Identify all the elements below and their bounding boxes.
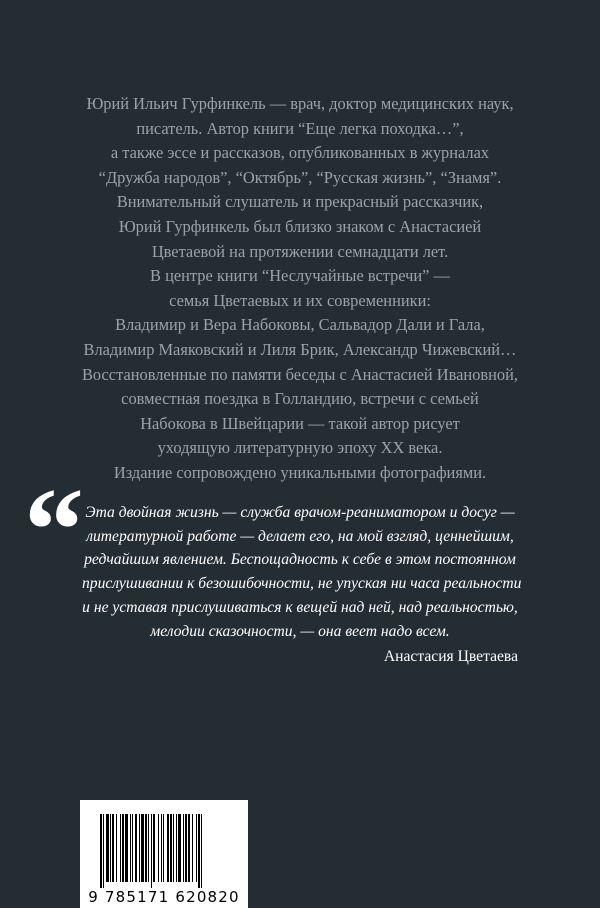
opening-quote-mark: “ xyxy=(24,463,84,596)
barcode-bar xyxy=(125,814,128,882)
barcode-bar xyxy=(103,814,104,888)
barcode-bar xyxy=(139,814,140,882)
description-line: семья Цветаевых и их современники: xyxy=(169,290,431,310)
barcode-bar xyxy=(167,814,169,882)
barcode-bar xyxy=(188,814,190,882)
description-line: Цветаевой на протяжении семнадцати лет. xyxy=(151,241,449,261)
description-line: Набокова в Швейцарии — такой автор рисует xyxy=(140,413,460,433)
barcode-bar xyxy=(176,814,177,882)
barcode-bar xyxy=(122,814,124,882)
description-line: совместная поездка в Голландию, встречи с семьей xyxy=(121,389,479,409)
book-description xyxy=(0,92,600,486)
barcode-bar xyxy=(185,814,187,882)
barcode-bar xyxy=(116,814,117,882)
quote-line: и не уставая прислушиваться к вещей над ней, над реальностью, xyxy=(82,598,518,616)
barcode-bar xyxy=(141,814,144,882)
isbn-number: 9 785171 620820 xyxy=(88,888,240,906)
description-line: а также эссе и рассказов, опубликованных в журналах xyxy=(110,143,490,163)
quote-attribution: Анастасия Цветаева xyxy=(383,648,518,665)
barcode-bar xyxy=(135,814,137,882)
description-line: писатель. Автор книги “Еще легка походка…”, xyxy=(136,118,464,138)
description-line: Издание сопровождено уникальными фотографиями. xyxy=(113,462,487,482)
barcode-bar xyxy=(130,814,131,882)
description-line: “Дружба народов”, “Октябрь”, “Русская жизнь”, “Знамя”. xyxy=(98,167,502,187)
barcode-bar xyxy=(201,814,202,888)
barcode-bar xyxy=(151,814,152,888)
barcode-bar xyxy=(145,814,147,882)
barcode-bar xyxy=(110,814,111,882)
barcode-bar xyxy=(153,814,155,882)
barcode-bar xyxy=(196,814,197,882)
description-line: Восстановленные по памяти беседы с Анастасией Ивановной, xyxy=(82,364,518,384)
quote-line: литературной работе — делает его, на мой взгляд, ценнейшим, xyxy=(86,527,514,545)
barcode-bar xyxy=(161,814,162,882)
description-line: Внимательный слушатель и прекрасный рассказчик, xyxy=(116,192,484,212)
barcode-bar xyxy=(106,814,109,882)
barcode-bar xyxy=(163,814,164,882)
barcode-bar xyxy=(178,814,181,882)
barcode-bar xyxy=(100,814,102,888)
quote-line: прислушивании к безошибочности, не упуская ни часа реальности xyxy=(82,575,522,593)
barcode-bar xyxy=(120,814,121,882)
quote-line: Эта двойная жизнь — служба врачом-реаниматором и досуг — xyxy=(85,504,515,521)
description-line: В центре книги “Неслучайные встречи” — xyxy=(150,266,450,286)
description-line: Владимир Маяковский и Лиля Брик, Александр Чижевский… xyxy=(83,339,517,359)
barcode-bar xyxy=(192,814,193,882)
barcode-bar xyxy=(183,814,184,882)
barcode-bar xyxy=(132,814,133,882)
description-line: Юрий Ильич Гурфинкель — врач, доктор медицинских наук, xyxy=(86,94,514,113)
description-line: уходящую литературную эпоху XX века. xyxy=(157,438,443,458)
barcode-bar xyxy=(148,814,149,882)
quote-line: редчайшим явлением. Беспощадность к себе в этом постоянном xyxy=(84,551,516,569)
barcode-bar xyxy=(158,814,159,882)
description-line: Владимир и Вера Набоковы, Сальвадор Дали и Гала, xyxy=(115,315,485,335)
barcode-bar xyxy=(173,814,174,882)
barcode-bar xyxy=(112,814,114,882)
blurb-quote xyxy=(82,501,522,643)
barcode-bar xyxy=(198,814,200,888)
isbn-barcode xyxy=(80,800,248,908)
quote-line: мелодии сказочности, — она веет надо всем. xyxy=(150,622,450,640)
barcode-bar xyxy=(170,814,172,882)
description-line: Юрий Гурфинкель был близко знаком с Анастасией xyxy=(118,216,482,236)
